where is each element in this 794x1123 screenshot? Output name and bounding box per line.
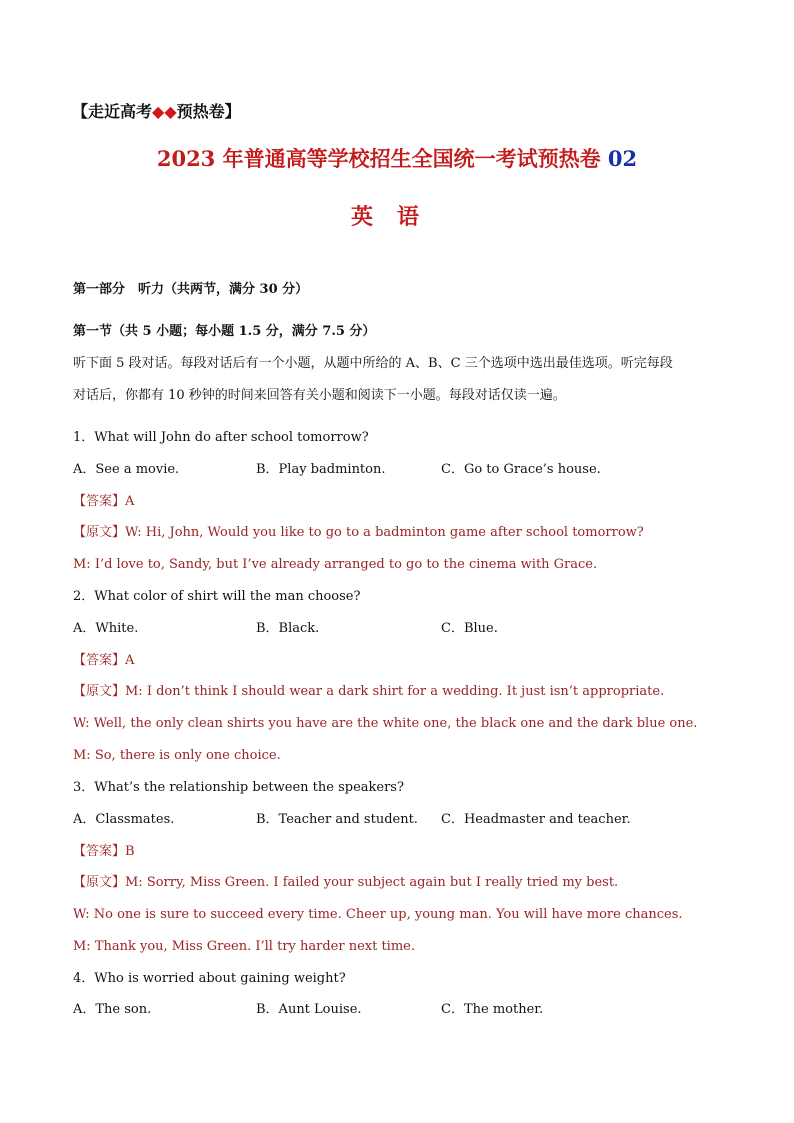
- option-a: A．White.: [73, 621, 139, 636]
- option-c: C．Blue.: [441, 621, 498, 636]
- transcript-line: 【原文】M: Sorry, Miss Green. I failed your subject again but I really tried my best.: [73, 875, 619, 890]
- exam-title-main: 2023 年普通高等学校招生全国统一考试预热卷: [156, 146, 608, 171]
- transcript-line: W: Well, the only clean shirts you have are the white one, the black one and the dark blue one.: [73, 716, 698, 731]
- exam-title-number: 02: [607, 146, 638, 171]
- question-stem: 4．Who is worried about gaining weight?: [73, 971, 346, 986]
- exam-tag-right: 预热卷】: [176, 102, 241, 121]
- option-b: B．Black.: [256, 621, 320, 636]
- exam-subject: 英语: [350, 204, 443, 230]
- exam-title: [0, 143, 794, 173]
- instruction-line-2: 对话后，你都有 10 秒钟的时间来回答有关小题和阅读下一小题。每段对话仅读一遍。: [73, 388, 566, 403]
- diamond-icon: ◆◆: [152, 102, 177, 121]
- option-a: A．See a movie.: [73, 462, 180, 477]
- answer: 【答案】A: [73, 653, 135, 668]
- transcript-line: 【原文】M: I don’t think I should wear a dark shirt for a wedding. It just isn’t appropriate.: [73, 684, 665, 699]
- option-c: C．The mother.: [441, 1002, 544, 1017]
- transcript-line: M: So, there is only one choice.: [73, 748, 281, 763]
- question-stem: 2．What color of shirt will the man choose?: [73, 589, 361, 604]
- option-a: A．The son.: [73, 1002, 152, 1017]
- instruction-line-1: 听下面 5 段对话。每段对话后有一个小题，从题中所给的 A、B、C 三个选项中选出最佳选项。听完每段: [73, 356, 673, 371]
- transcript-line: M: I’d love to, Sandy, but I’ve already arranged to go to the cinema with Grace.: [73, 557, 598, 572]
- transcript-line: 【原文】W: Hi, John, Would you like to go to a badminton game after school tomorrow?: [73, 525, 644, 540]
- option-a: A．Classmates.: [73, 812, 175, 827]
- option-c: C．Headmaster and teacher.: [441, 812, 631, 827]
- part-heading: 第一部分 听力（共两节，满分 30 分）: [73, 282, 309, 297]
- answer: 【答案】B: [73, 844, 135, 859]
- section-heading: 第一节（共 5 小题；每小题 1.5 分，满分 7.5 分）: [73, 324, 376, 339]
- exam-tag: [72, 103, 241, 121]
- option-b: B．Teacher and student.: [256, 812, 418, 827]
- exam-tag-left: 【走近高考: [72, 102, 153, 121]
- option-c: C．Go to Grace’s house.: [441, 462, 601, 477]
- answer: 【答案】A: [73, 494, 135, 509]
- transcript-line: W: No one is sure to succeed every time. Cheer up, young man. You will have more chances.: [73, 907, 683, 922]
- option-b: B．Play badminton.: [256, 462, 386, 477]
- transcript-line: M: Thank you, Miss Green. I’ll try harder next time.: [73, 939, 415, 954]
- question-stem: 1．What will John do after school tomorrow?: [73, 430, 369, 445]
- question-stem: 3．What’s the relationship between the speakers?: [73, 780, 404, 795]
- option-b: B．Aunt Louise.: [256, 1002, 362, 1017]
